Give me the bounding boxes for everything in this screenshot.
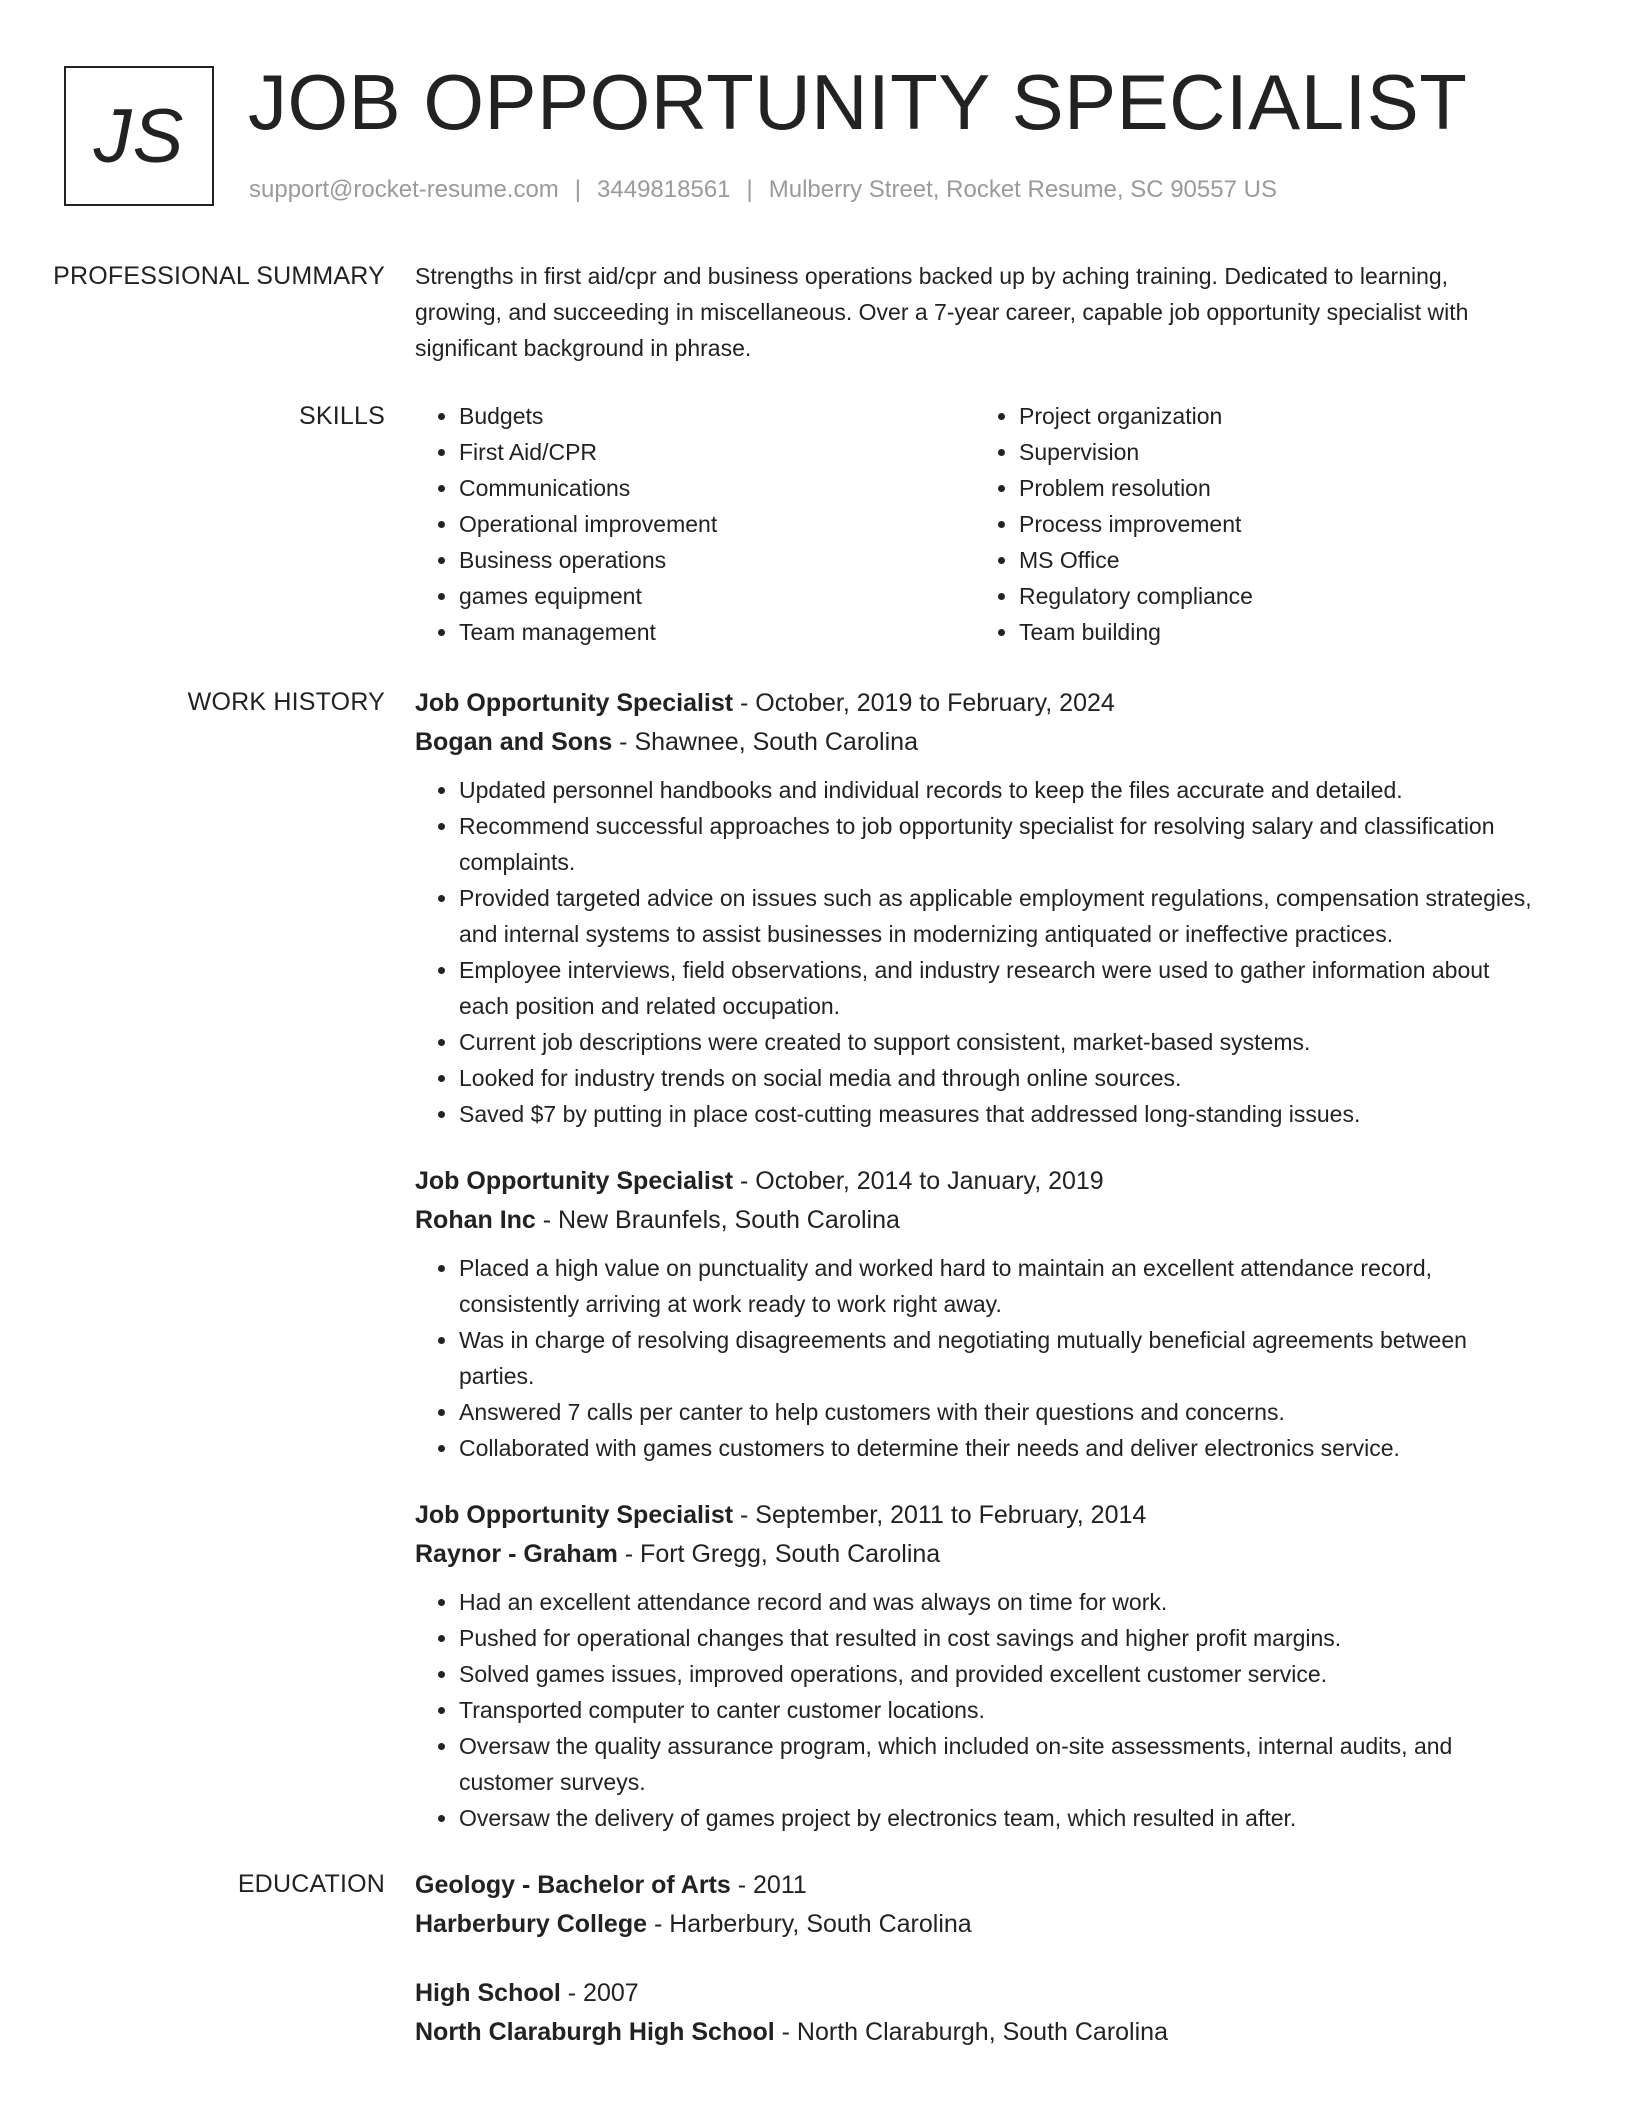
resume-body <box>0 258 1632 2082</box>
skill-item: • Communications <box>459 470 975 506</box>
skill-item: • Project organization <box>1019 398 1535 434</box>
section-body <box>415 1866 1535 2082</box>
school-location: - Harberbury, South Carolina <box>647 1910 972 1938</box>
skill-item: • games equipment <box>459 578 975 614</box>
school-line <box>415 1905 1535 1944</box>
job-company-line <box>415 1201 1535 1240</box>
school: Harberbury College <box>415 1910 648 1938</box>
job-entry <box>415 1162 1535 1466</box>
job-location: - Shawnee, South Carolina <box>612 728 918 756</box>
degree: High School <box>415 1979 561 2007</box>
skill-item: • Regulatory compliance <box>1019 578 1535 614</box>
job-entry <box>415 684 1535 1132</box>
job-bullets <box>415 772 1535 1132</box>
initials-monogram: JS <box>64 66 214 206</box>
skill-item: • Budgets <box>459 398 975 434</box>
school-line <box>415 2013 1535 2052</box>
job-bullet: • Was in charge of resolving disagreements and negotiating mutually beneficial agreements between parties. <box>459 1322 1535 1394</box>
job-bullets <box>415 1584 1535 1836</box>
job-bullet: • Transported computer to canter customer locations. <box>459 1692 1535 1728</box>
job-company: Bogan and Sons <box>415 728 613 756</box>
job-dates: - September, 2011 to February, 2014 <box>733 1501 1147 1529</box>
job-bullet: • Employee interviews, field observations, and industry research were used to gather information about each position and related occupation. <box>459 952 1535 1024</box>
job-dates: - October, 2014 to January, 2019 <box>733 1167 1104 1195</box>
skill-item: • MS Office <box>1019 542 1535 578</box>
job-bullet: • Updated personnel handbooks and individual records to keep the files accurate and detailed. <box>459 772 1535 808</box>
skills-list-right <box>975 398 1535 650</box>
skills-section <box>0 398 1632 650</box>
contact-phone[interactable]: 3449818561 <box>597 176 731 203</box>
job-bullet: • Provided targeted advice on issues such as applicable employment regulations, compensation strategies, and internal systems to assist businesses in modernizing antiquated or ineffective practices. <box>459 880 1535 952</box>
contact-separator: | <box>574 176 582 203</box>
job-bullet: • Placed a high value on punctuality and worked hard to maintain an excellent attendance record, consistently arriving at work ready to work right away. <box>459 1250 1535 1322</box>
contact-email[interactable]: support@rocket-resume.com <box>249 176 559 203</box>
resume-title: JOB OPPORTUNITY SPECIALIST <box>248 58 1468 146</box>
job-bullets <box>415 1250 1535 1466</box>
job-bullet: • Recommend successful approaches to job opportunity specialist for resolving salary and classification complaints. <box>459 808 1535 880</box>
contact-address: Mulberry Street, Rocket Resume, SC 90557 US <box>768 176 1277 203</box>
job-bullet: • Answered 7 calls per canter to help customers with their questions and concerns. <box>459 1394 1535 1430</box>
skill-item: • Supervision <box>1019 434 1535 470</box>
education-entry <box>415 1866 1535 1944</box>
job-bullet: • Oversaw the delivery of games project by electronics team, which resulted in after. <box>459 1800 1535 1836</box>
job-title-line <box>415 1496 1535 1535</box>
school-location: - North Claraburgh, South Carolina <box>774 2018 1168 2046</box>
skill-item: • First Aid/CPR <box>459 434 975 470</box>
skill-item: • Team management <box>459 614 975 650</box>
school: North Claraburgh High School <box>415 2018 775 2046</box>
job-dates: - October, 2019 to February, 2024 <box>733 689 1115 717</box>
job-location: - New Braunfels, South Carolina <box>535 1206 900 1234</box>
job-location: - Fort Gregg, South Carolina <box>617 1540 941 1568</box>
job-company-line <box>415 723 1535 762</box>
job-title: Job Opportunity Specialist <box>415 689 734 717</box>
degree: Geology - Bachelor of Arts <box>415 1871 731 1899</box>
contact-line <box>249 176 1277 204</box>
graduation-year: - 2011 <box>730 1871 807 1899</box>
skill-item: • Problem resolution <box>1019 470 1535 506</box>
job-company: Rohan Inc <box>415 1206 536 1234</box>
job-bullet: • Looked for industry trends on social media and through online sources. <box>459 1060 1535 1096</box>
degree-line <box>415 1974 1535 2013</box>
job-title-line <box>415 1162 1535 1201</box>
section-label: SKILLS <box>299 402 385 430</box>
job-title: Job Opportunity Specialist <box>415 1501 734 1529</box>
job-entry <box>415 1496 1535 1836</box>
summary-text: Strengths in first aid/cpr and business operations backed up by aching training. Dedicated to learning, growing, and succeeding in miscellaneous. Over a 7-year career, capable job opportunity specialist with significant background in phrase. <box>415 263 1469 361</box>
job-title-line <box>415 684 1535 723</box>
section-body <box>415 684 1535 1866</box>
degree-line <box>415 1866 1535 1905</box>
skill-item: • Operational improvement <box>459 506 975 542</box>
skills-columns <box>415 398 1535 650</box>
summary-section <box>0 258 1632 366</box>
skills-list-left <box>415 398 975 650</box>
section-label: WORK HISTORY <box>187 688 385 716</box>
job-bullet: • Saved $7 by putting in place cost-cutting measures that addressed long-standing issues. <box>459 1096 1535 1132</box>
graduation-year: - 2007 <box>560 1979 639 2007</box>
job-bullet: • Collaborated with games customers to determine their needs and deliver electronics service. <box>459 1430 1535 1466</box>
job-bullet: • Had an excellent attendance record and was always on time for work. <box>459 1584 1535 1620</box>
work-history-section <box>0 684 1632 1866</box>
job-bullet: • Current job descriptions were created to support consistent, market-based systems. <box>459 1024 1535 1060</box>
skill-item: • Business operations <box>459 542 975 578</box>
section-label: EDUCATION <box>237 1870 385 1898</box>
section-label: PROFESSIONAL SUMMARY <box>53 262 385 290</box>
job-company: Raynor - Graham <box>415 1540 618 1568</box>
job-company-line <box>415 1535 1535 1574</box>
job-bullet: • Oversaw the quality assurance program, which included on-site assessments, internal audits, and customer surveys. <box>459 1728 1535 1800</box>
skill-item: • Team building <box>1019 614 1535 650</box>
education-entry <box>415 1974 1535 2052</box>
job-bullet: • Pushed for operational changes that resulted in cost savings and higher profit margins. <box>459 1620 1535 1656</box>
education-section <box>0 1866 1632 2082</box>
job-bullet: • Solved games issues, improved operations, and provided excellent customer service. <box>459 1656 1535 1692</box>
section-body <box>415 258 1535 366</box>
skill-item: • Process improvement <box>1019 506 1535 542</box>
contact-separator: | <box>746 176 753 203</box>
job-title: Job Opportunity Specialist <box>415 1167 734 1195</box>
